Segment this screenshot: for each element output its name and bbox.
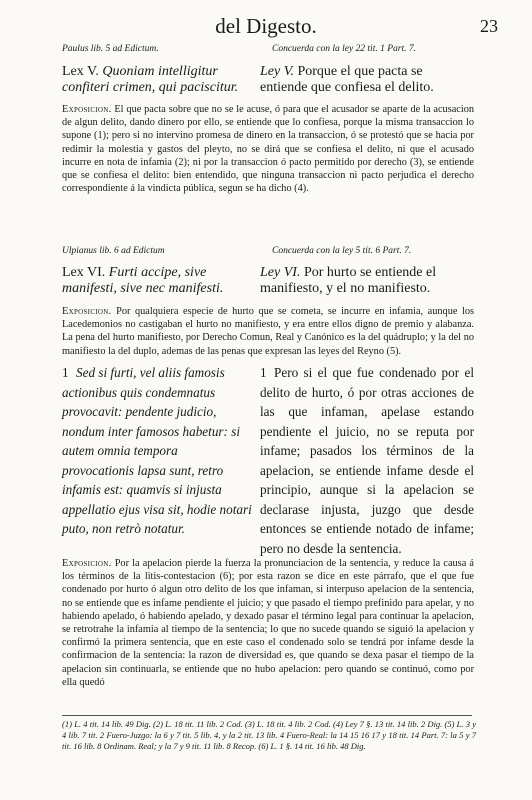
spanish-law-label: Ley V. xyxy=(260,64,294,79)
latin-law-text: Furti accipe, sive manifesti, sive nec manifesti. xyxy=(62,265,224,296)
concordance-note: Concuerda con la ley 5 tit. 6 Part. 7. xyxy=(272,246,412,256)
latin-law-heading xyxy=(62,265,257,297)
exposition-paragraph xyxy=(62,305,474,358)
exposition-text: Por la apelacion pierde la fuerza la pronunciacion de la sentencia, y reduce la causa á los términos de la litis-contestacion (6); por esta razon se dice en este párrafo, que el que fue condenado por hurto ó algun otro delito de los que infaman, si interpuso apelacion de la sentencia, no se entiende que es infame pendiente el juicio; y que pasado el tiempo prefinido para apelar, y no habiendo apelado, ó habiendo apelado, y dexado pasar el término legal para continuar la apelacion, se retrotrahe la infamia al tiempo de la sentencia; lo que no sucede quando se siguió la apelacion y confirmó la primera sentencia, que en este caso el condenado solo se tendrá por infame desde la confirmacion de la sentencia: la razon de diversidad es, que quando se dexa pasar el tiempo de la apelacion sin continuarla, se entiende que no hubo apelacion: pero quando se continuó, como por ella quedó xyxy=(62,558,474,688)
spanish-law-heading xyxy=(260,265,472,297)
spanish-law-label: Ley VI. xyxy=(260,265,301,280)
exposition-paragraph xyxy=(62,557,474,689)
section-number: 1 xyxy=(260,365,267,380)
section-number: 1 xyxy=(62,365,69,380)
exposition-label: Exposicion. xyxy=(62,558,112,569)
exposition-text: Por qualquiera especie de hurto que se cometa, se incurre en infamia, aunque los Lacedemonios no castigaban el hurto no manifiesto, y era entre ellos digno de premio y alabanza. La pena del hurto manifiesto, por Derecho Comun, Real y Canónico es la del quádruplo; y la del no manifiesto la del duplo, ademas de las penas que expresan las leyes del Reyno (5). xyxy=(62,306,474,357)
exposition-paragraph xyxy=(62,103,474,195)
exposition-label: Exposicion. xyxy=(62,306,112,317)
spanish-section-text xyxy=(260,363,474,558)
source-author: Paulus lib. 5 ad Edictum. xyxy=(62,44,159,54)
latin-section-text xyxy=(62,363,252,539)
spanish-law-text: Porque el que pacta se entiende que confiesa el delito. xyxy=(260,64,434,95)
spanish-section-body: Pero si el que fue condenado por el delito de hurto, ó por otras acciones de las que infaman, apelase estando pendiente el juicio, no se reputa por infame; pasados los términos de la apelacion, se entiende infame desde el principio, aunque si la apelacion se declarase injusta, juzgo que desde entonces se entiende notado de infame; pero no desde la sentencia. xyxy=(260,365,474,556)
spanish-law-text: Por hurto se entiende el manifiesto, y el no manifiesto. xyxy=(260,265,437,296)
latin-law-heading xyxy=(62,64,257,96)
source-author: Ulpianus lib. 6 ad Edictum xyxy=(62,246,165,256)
latin-law-label: Lex VI. xyxy=(62,265,106,280)
exposition-label: Exposicion. xyxy=(62,104,112,115)
page-number: 23 xyxy=(480,16,498,36)
latin-law-label: Lex V. xyxy=(62,64,99,79)
footnote-divider xyxy=(62,715,472,716)
concordance-note: Concuerda con la ley 22 tit. 1 Part. 7. xyxy=(272,44,416,54)
exposition-text: El que pacta sobre que no se le acuse, ó para que el acusador se aparte de la acusacion de algun delito, dando dinero por ello, se entiende que lo confiesa, porque la misma transaccion lo supone (1); pero si no intervino promesa de dinero en la transaccion, ó se protestó que se hacia por redimir la molestia y gastos del pleyto, no se dirá que se confiesa el delito, ni que el acusado incurre en nota de infamia (2); ni por la transaccion ó pacto permitido por derecho (3), se entiende que se confiesa el delito: bien entendido, que ninguna transaccion ni pacto perjudica el derecho correspondiente á la vindicta pública, segun se ha dicho (4). xyxy=(62,104,474,195)
latin-section-body: Sed si furti, vel aliis famosis actionibus quis condemnatus provocavit: pendente judicio, nondum inter famosos habetur: si autem omnia tempora provocationis lapsa sunt, retro infamis est: quamvis si injusta appellatio ejus visa sit, hodie notari puto, non retrò notatur. xyxy=(62,365,252,536)
latin-law-text: Quoniam intelligitur confiteri crimen, qui paciscitur. xyxy=(62,64,239,95)
running-title: del Digesto. xyxy=(215,14,317,38)
spanish-law-heading xyxy=(260,64,472,96)
footnotes: (1) L. 4 tit. 14 lib. 49 Dig. (2) L. 18 tit. 11 lib. 2 Cod. (3) L. 18 tit. 4 lib. 2 Cod. (4) Ley 7 §. 13 tit. 14 lib. 2 Dig. (5) L. 3 y 4 lib. 7 tit. 2 Fuero-Juzgo: la 6 y 7 tit. 5 lib. 4, y la 2 tit. 13 lib. 4 Fuero-Real: la 14 15 16 17 y 18 tit. 14 Part. 7: la 5 y 7 tit. 16 lib. 8 Ordinam. Real; y la 7 y 9 tit. 11 lib. 8 Recop. (6) L. 1 §. 14 tit. 16 lib. 48 Dig. xyxy=(62,719,476,751)
